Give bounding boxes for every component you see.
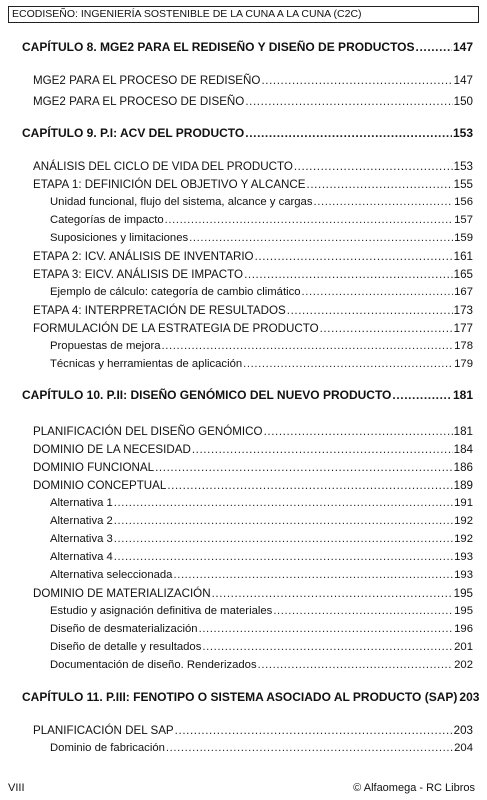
entry-page-number: 203 — [453, 724, 473, 737]
entry-title: Ejemplo de cálculo: categoría de cambio climático — [50, 286, 301, 298]
dot-leader — [114, 551, 453, 563]
dot-leader — [165, 214, 453, 226]
toc-entry — [50, 214, 473, 226]
toc-entry — [33, 479, 473, 492]
toc-entry — [50, 551, 473, 563]
toc-entry — [33, 178, 473, 191]
chapter-entry — [22, 690, 480, 704]
toc-entry — [50, 569, 473, 581]
entry-title: MGE2 PARA EL PROCESO DE REDISEÑO — [33, 74, 261, 87]
toc-entry — [50, 623, 473, 635]
dot-leader — [175, 724, 453, 737]
entry-title: Estudio y asignación definitiva de materiales — [50, 605, 273, 617]
toc-entry — [50, 533, 473, 545]
dot-leader — [192, 443, 453, 456]
entry-page-number: 192 — [454, 515, 473, 527]
entry-page-number: 153 — [453, 160, 473, 173]
entry-title: ETAPA 2: ICV. ANÁLISIS DE INVENTARIO — [33, 250, 254, 263]
entry-title: Documentación de diseño. Renderizados — [50, 659, 257, 671]
entry-title: Alternativa 4 — [50, 551, 113, 563]
entry-page-number: 181 — [453, 425, 473, 438]
toc-entry — [33, 443, 473, 456]
entry-title: PLANIFICACIÓN DEL DISEÑO GENÓMICO — [33, 425, 263, 438]
entry-page-number: 202 — [454, 659, 473, 671]
entry-page-number: 147 — [453, 74, 473, 87]
running-header: ECODISEÑO: INGENIERÍA SOSTENIBLE DE LA CUNA A LA CUNA (C2C) — [8, 6, 479, 23]
toc-entry — [50, 358, 473, 370]
entry-title: Técnicas y herramientas de aplicación — [50, 358, 243, 370]
entry-page-number: 173 — [453, 304, 473, 317]
entry-page-number: 193 — [454, 569, 473, 581]
entry-title: Alternativa seleccionada — [50, 569, 173, 581]
dot-leader — [320, 322, 453, 335]
dot-leader — [273, 605, 453, 617]
entry-page-number: 165 — [453, 268, 473, 281]
dot-leader — [258, 659, 454, 671]
toc-entry — [50, 659, 473, 671]
toc-entry — [50, 742, 473, 754]
entry-page-number: 150 — [453, 95, 473, 108]
chapter-entry — [22, 388, 473, 402]
dot-leader — [155, 461, 453, 474]
dot-leader — [212, 587, 453, 600]
entry-page-number: 191 — [454, 497, 473, 509]
entry-title: Alternativa 3 — [50, 533, 113, 545]
toc-entry — [33, 95, 473, 108]
entry-title: Categorías de impacto — [50, 214, 164, 226]
entry-title: CAPÍTULO 9. P.I: ACV DEL PRODUCTO — [22, 126, 245, 140]
dot-leader — [167, 479, 452, 492]
dot-leader — [243, 358, 453, 370]
entry-title: ETAPA 3: EICV. ANÁLISIS DE IMPACTO — [33, 268, 244, 281]
toc-entry — [33, 425, 473, 438]
chapter-entry — [22, 40, 473, 54]
entry-title: Alternativa 1 — [50, 497, 113, 509]
entry-page-number: 177 — [453, 322, 473, 335]
entry-page-number: 178 — [454, 340, 473, 352]
entry-title: Diseño de detalle y resultados — [50, 641, 202, 653]
dot-leader — [294, 160, 453, 173]
entry-page-number: 159 — [454, 232, 473, 244]
entry-title: ETAPA 1: DEFINICIÓN DEL OBJETIVO Y ALCANCE — [33, 178, 306, 191]
entry-title: Suposiciones y limitaciones — [50, 232, 189, 244]
dot-leader — [302, 286, 454, 298]
entry-page-number: 195 — [454, 605, 473, 617]
entry-page-number: 153 — [452, 126, 473, 140]
toc-entry — [50, 497, 473, 509]
entry-page-number: 186 — [453, 461, 473, 474]
entry-title: FORMULACIÓN DE LA ESTRATEGIA DE PRODUCTO — [33, 322, 319, 335]
entry-page-number: 161 — [453, 250, 473, 263]
entry-page-number: 184 — [453, 443, 473, 456]
toc-entry — [33, 724, 473, 737]
entry-title: CAPÍTULO 10. P.II: DISEÑO GENÓMICO DEL NUEVO PRODUCTO — [22, 388, 392, 402]
toc-entry — [50, 196, 473, 208]
entry-title: DOMINIO CONCEPTUAL — [33, 479, 167, 492]
dot-leader — [287, 304, 453, 317]
entry-title: CAPÍTULO 11. P.III: FENOTIPO O SISTEMA ASOCIADO AL PRODUCTO (SAP) — [22, 690, 458, 704]
toc-entry — [33, 587, 473, 600]
entry-page-number: 181 — [452, 388, 473, 402]
entry-page-number: 156 — [454, 196, 473, 208]
toc-entry — [33, 160, 473, 173]
entry-page-number: 179 — [454, 358, 473, 370]
toc-entry — [33, 304, 473, 317]
entry-page-number: 192 — [454, 533, 473, 545]
entry-title: Diseño de desmaterialización — [50, 623, 198, 635]
entry-page-number: 195 — [453, 587, 473, 600]
entry-page-number: 204 — [454, 742, 473, 754]
entry-page-number: 201 — [454, 641, 473, 653]
entry-page-number: 193 — [454, 551, 473, 563]
toc-entry — [50, 605, 473, 617]
dot-leader — [261, 74, 452, 87]
toc-entry — [50, 515, 473, 527]
dot-leader — [189, 232, 453, 244]
dot-leader — [114, 497, 453, 509]
dot-leader — [244, 268, 453, 281]
entry-title: ANÁLISIS DEL CICLO DE VIDA DEL PRODUCTO — [33, 160, 293, 173]
dot-leader — [255, 250, 453, 263]
entry-title: ETAPA 4: INTERPRETACIÓN DE RESULTADOS — [33, 304, 286, 317]
toc-entry — [33, 74, 473, 87]
entry-page-number: 189 — [453, 479, 473, 492]
entry-page-number: 196 — [454, 623, 473, 635]
entry-title: CAPÍTULO 8. MGE2 PARA EL REDISEÑO Y DISEÑO DE PRODUCTOS — [22, 40, 415, 54]
publisher-credit: © Alfaomega - RC Libros — [353, 782, 475, 794]
entry-title: MGE2 PARA EL PROCESO DE DISEÑO — [33, 95, 245, 108]
dot-leader — [166, 742, 453, 754]
toc-entry — [33, 461, 473, 474]
dot-leader — [173, 569, 453, 581]
entry-title: DOMINIO DE MATERIALIZACIÓN — [33, 587, 211, 600]
entry-title: Alternativa 2 — [50, 515, 113, 527]
dot-leader — [199, 623, 454, 635]
dot-leader — [313, 196, 453, 208]
dot-leader — [392, 388, 452, 402]
entry-page-number: 203 — [459, 690, 480, 704]
entry-page-number: 147 — [452, 40, 473, 54]
dot-leader — [245, 126, 452, 140]
dot-leader — [264, 425, 453, 438]
dot-leader — [202, 641, 453, 653]
dot-leader — [114, 533, 453, 545]
entry-title: PLANIFICACIÓN DEL SAP — [33, 724, 174, 737]
dot-leader — [114, 515, 453, 527]
chapter-entry — [22, 126, 473, 140]
entry-title: Dominio de fabricación — [50, 742, 165, 754]
toc-entry — [33, 268, 473, 281]
entry-page-number: 167 — [454, 286, 473, 298]
dot-leader — [307, 178, 453, 191]
toc-entry — [50, 641, 473, 653]
toc-entry — [50, 232, 473, 244]
toc-entry — [50, 286, 473, 298]
dot-leader — [162, 340, 454, 352]
entry-title: DOMINIO DE LA NECESIDAD — [33, 443, 191, 456]
entry-title: Propuestas de mejora — [50, 340, 161, 352]
entry-page-number: 155 — [453, 178, 473, 191]
dot-leader — [416, 40, 452, 54]
toc-entry — [50, 340, 473, 352]
toc-entry — [33, 250, 473, 263]
page-number: VIII — [8, 782, 25, 794]
entry-title: Unidad funcional, flujo del sistema, alcance y cargas — [50, 196, 313, 208]
dot-leader — [245, 95, 452, 108]
entry-page-number: 157 — [454, 214, 473, 226]
toc-entry — [33, 322, 473, 335]
entry-title: DOMINIO FUNCIONAL — [33, 461, 155, 474]
